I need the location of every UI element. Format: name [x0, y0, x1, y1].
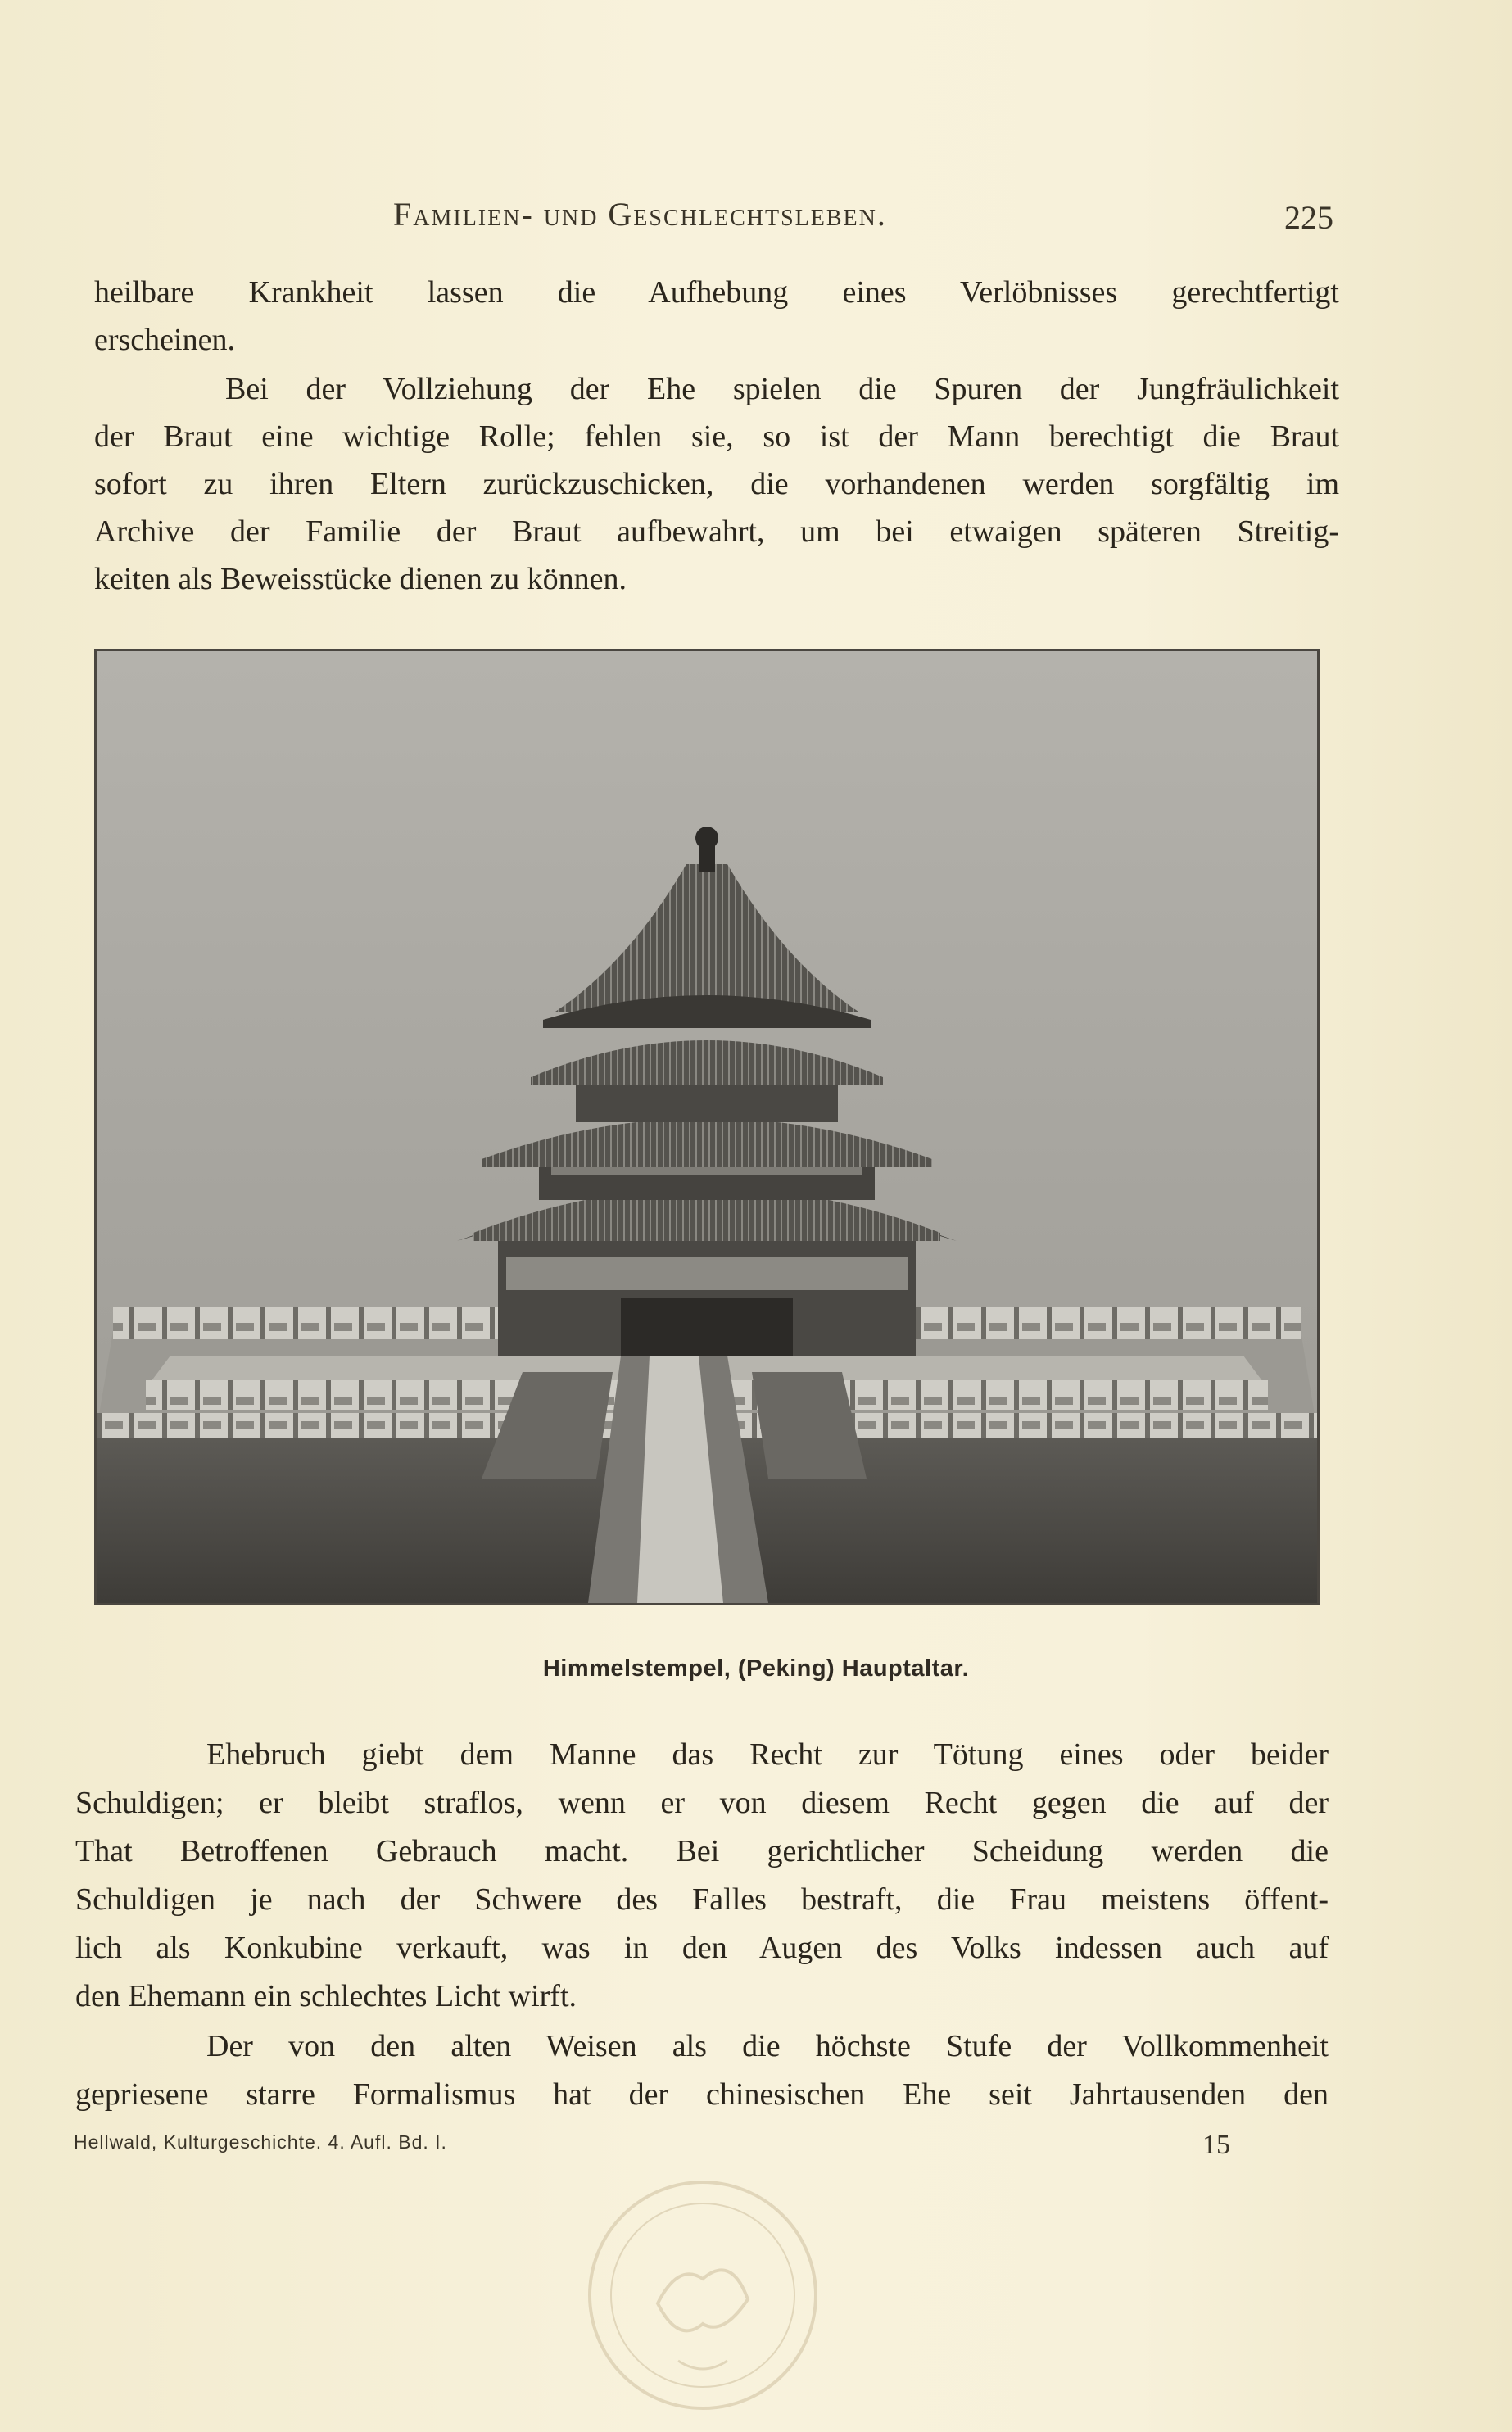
- text-line: Archive der Familie der Braut aufbewahrt, um bei etwaigen späteren Streitig-: [94, 514, 1339, 549]
- text-line: den Ehemann ein schlechtes Licht wirft.: [75, 1979, 577, 2013]
- text-line: der Braut eine wichtige Rolle; fehlen sie, so ist der Mann berechtigt die Braut: [94, 419, 1339, 454]
- text-line: keiten als Beweisstücke dienen zu können.: [94, 562, 627, 596]
- running-head: Familien- und Geschlechtsleben.: [393, 196, 887, 233]
- text-line: Schuldigen; er bleibt straflos, wenn er von diesem Recht gegen die auf der: [75, 1786, 1329, 1820]
- temple-photograph: [94, 649, 1320, 1605]
- signature-mark: 15: [1202, 2130, 1230, 2160]
- page-number: 225: [1284, 199, 1333, 236]
- paragraph-continuation: [94, 269, 1339, 364]
- text-line: Der von den alten Weisen als die höchste Stufe der Vollkommenheit: [206, 2029, 1329, 2063]
- text-line: erscheinen.: [94, 323, 235, 357]
- text-line: Schuldigen je nach der Schwere des Falles bestraft, die Frau meistens öffent-: [75, 1882, 1329, 1917]
- footer-citation: Hellwald, Kulturgeschichte. 4. Aufl. Bd. I.: [74, 2131, 447, 2153]
- text-line: sofort zu ihren Eltern zurückzuschicken, die vorhandenen werden sorgfältig im: [94, 467, 1339, 501]
- text-line: lich als Konkubine verkauft, was in den Augen des Volks indessen auch auf: [75, 1931, 1329, 1965]
- text-line: Bei der Vollziehung der Ehe spielen die Spuren der Jungfräulichkeit: [225, 372, 1339, 406]
- text-line: heilbare Krankheit lassen die Aufhebung eines Verlöbnisses gerechtfertigt: [94, 275, 1339, 310]
- library-stamp: [580, 2172, 826, 2418]
- paragraph-virginity: [94, 365, 1339, 603]
- temple-illustration: [97, 651, 1317, 1603]
- text-line: Ehebruch giebt dem Manne das Recht zur Tötung eines oder beider: [206, 1737, 1329, 1772]
- text-line: That Betroffenen Gebrauch macht. Bei gerichtlicher Scheidung werden die: [75, 1834, 1329, 1868]
- figure-caption: Himmelstempel, (Peking) Hauptaltar.: [542, 1655, 970, 1682]
- paragraph-formalism: [75, 2022, 1329, 2119]
- paragraph-adultery: [75, 1731, 1329, 2021]
- text-line: gepriesene starre Formalismus hat der chinesischen Ehe seit Jahrtausenden den: [75, 2077, 1329, 2112]
